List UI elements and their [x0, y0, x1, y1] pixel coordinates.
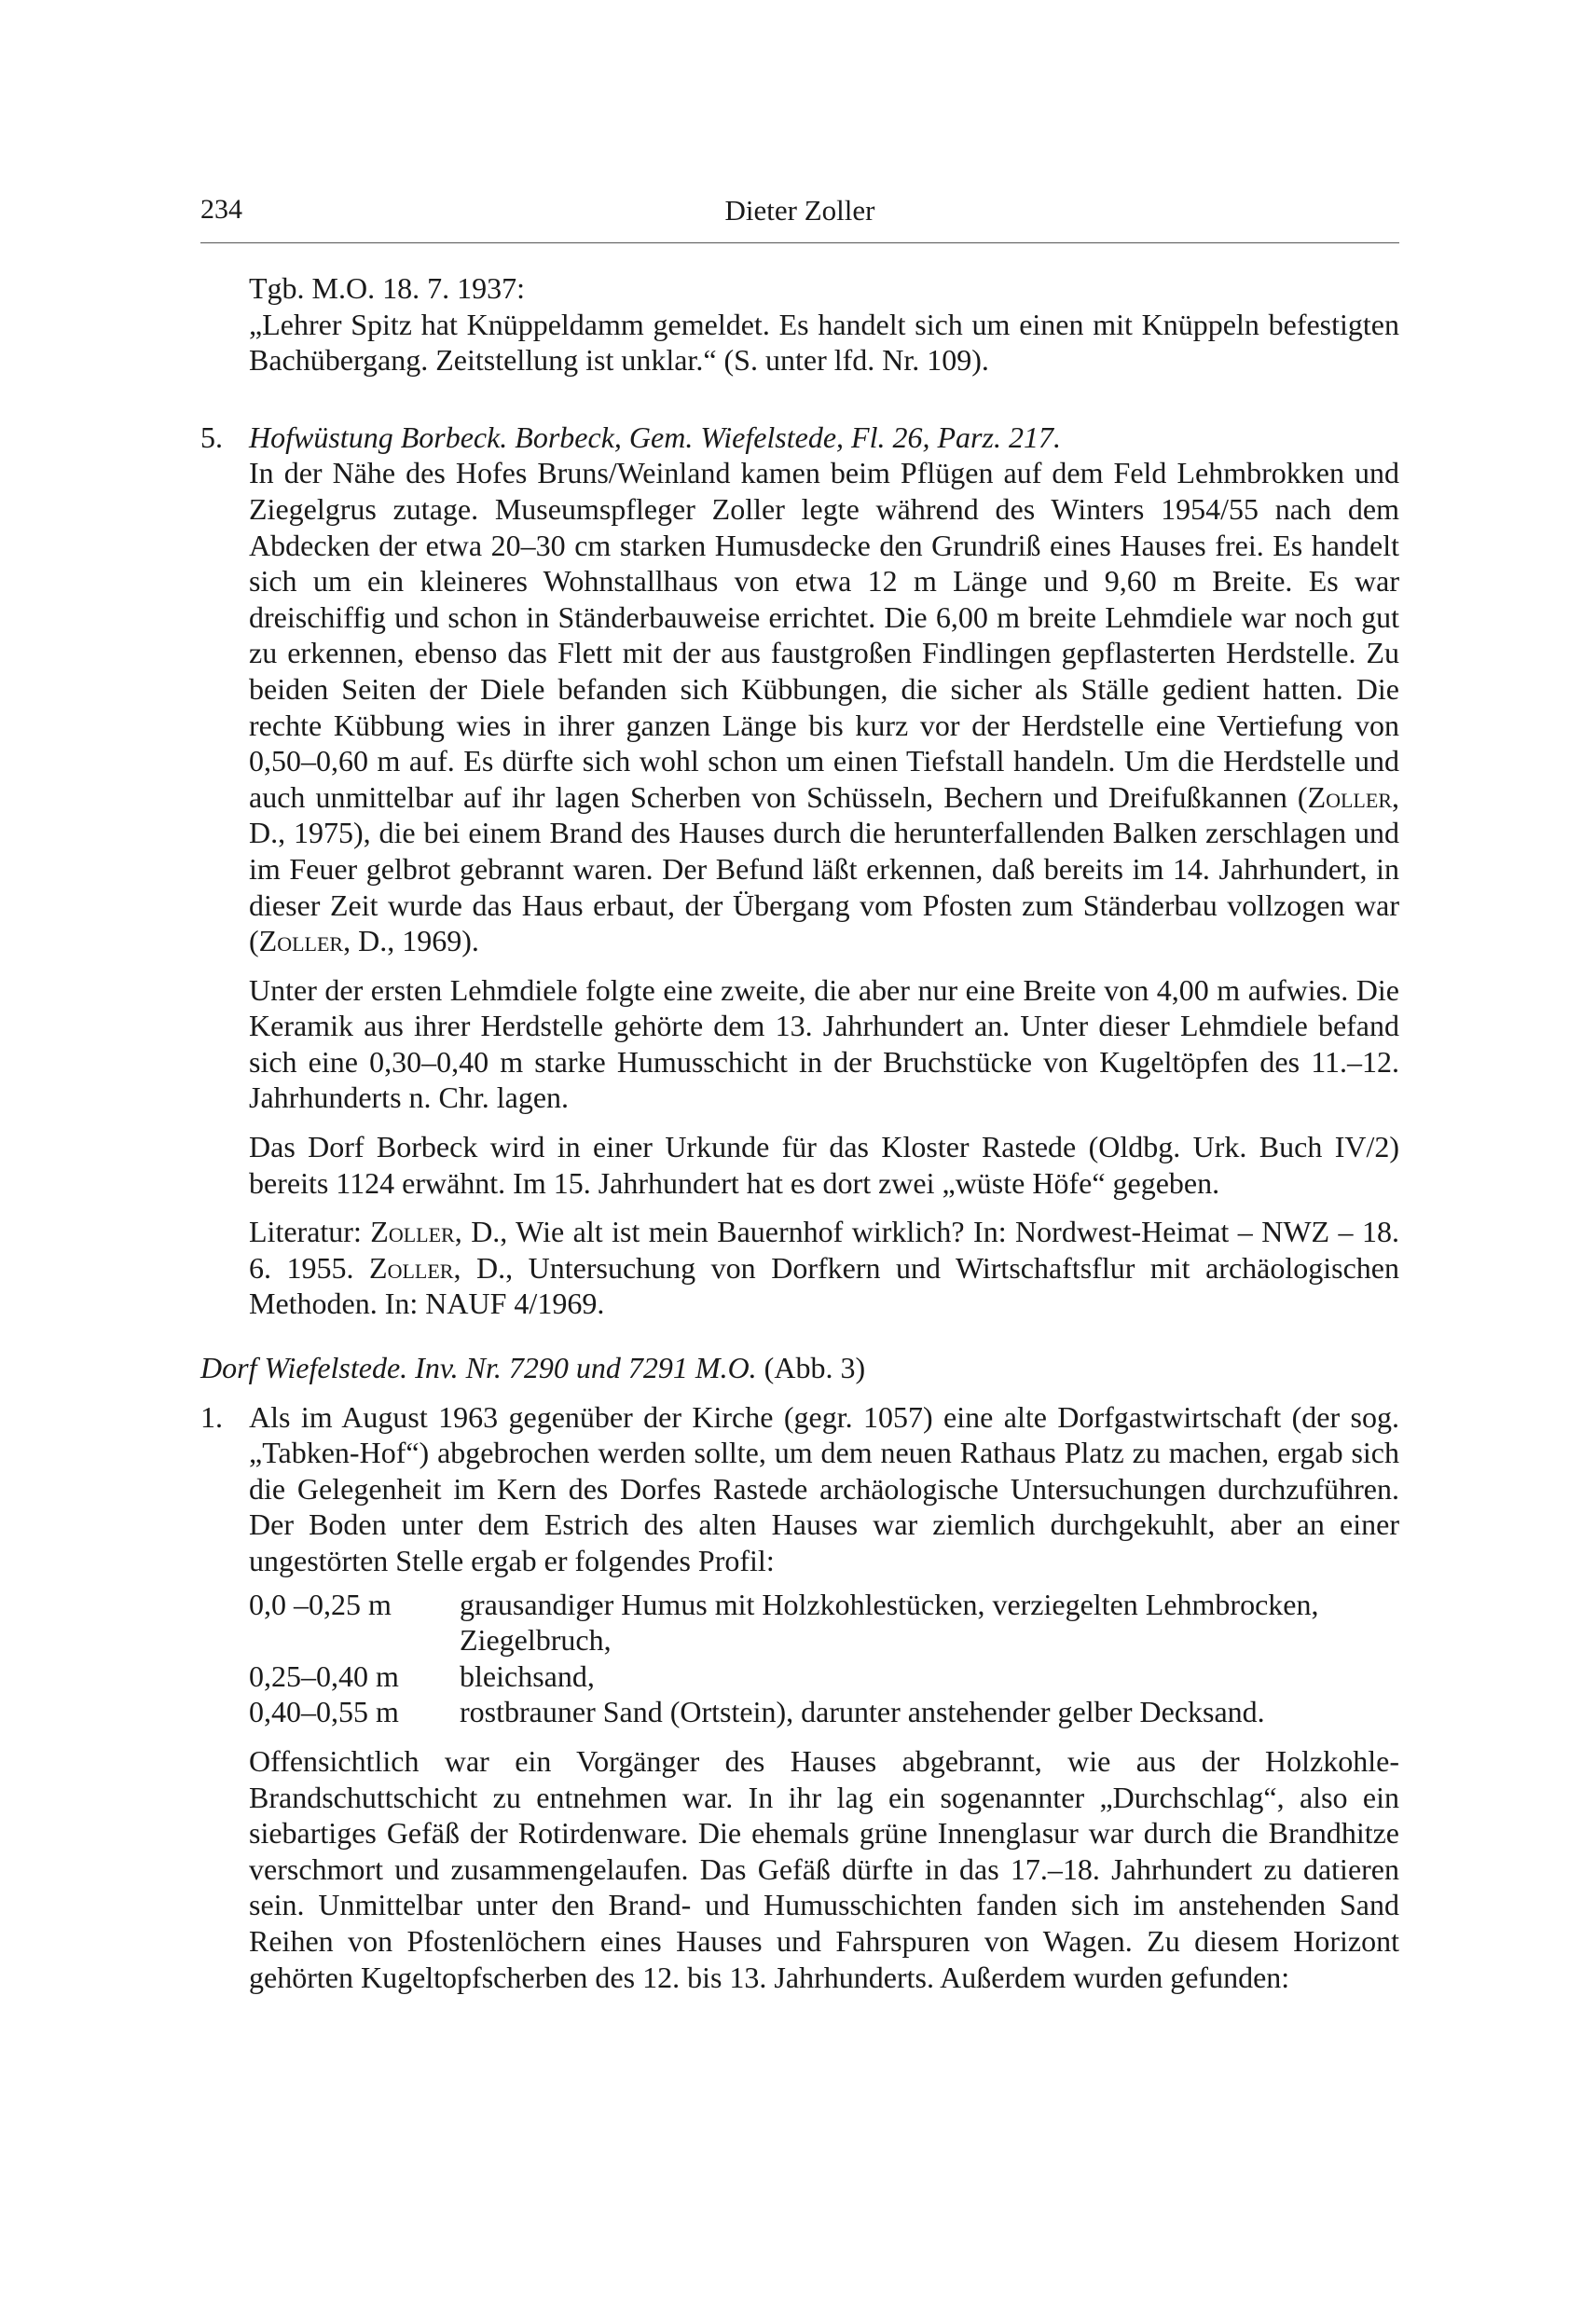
wiefelstede-title: Dorf Wiefelstede. Inv. Nr. 7290 und 7291 M.O.	[200, 1351, 757, 1385]
profile-row	[249, 1587, 1399, 1658]
wiefelstede-paragraph-1	[200, 1399, 1399, 1579]
wiefelstede-heading	[200, 1350, 1399, 1386]
text-run: , D., 1975), die bei einem Brand des Hauses durch die herunterfallenden Balken zerschlagen und im Feuer gelbrot gebrannt waren. Der Befund läßt erkennen, daß bereits im 14. Jahrhundert, in dieser Zeit wurde das Haus erbaut, der Übergang vom Pfosten zum Ständerbau vollzogen war (	[249, 779, 1399, 958]
item-5-heading	[200, 420, 1399, 456]
item-5-paragraph-1	[200, 455, 1399, 958]
literature	[200, 1214, 1399, 1322]
text-run: , D., Untersuchung von Dorfkern und Wirtschaftsflur mit archäologischen Methoden. In: NAUF 4/1969.	[249, 1250, 1399, 1321]
text-run: , D., Wie alt ist mein Bauernhof wirklich? In: Nordwest-Heimat – NWZ – 18. 6. 1955.	[249, 1215, 1400, 1285]
text-run: Als im August 1963 gegenüber der Kirche (gegr. 1057) eine alte Dorfgastwirtschaft (der sog. „Tabken-Hof“) abgebrochen werden sollte, um dem neuen Rathaus Platz zu machen, ergab sich die Gelegenheit im Kern des Dorfes Rastede archäologische Untersuchungen durchzuführen. Der Boden unter dem Estrich des alten Hauses war ziemlich durchgekuhlt, aber an einer ungestörten Stelle ergab er folgendes Profil:	[249, 1399, 1399, 1577]
author-name: Zoller	[258, 924, 344, 958]
figure-reference: (Abb. 3)	[756, 1351, 866, 1385]
text-run: , D., 1969).	[343, 924, 479, 958]
profile-description: grausandiger Humus mit Holzkohlestücken, verziegelten Lehmbrocken, Ziegelbruch,	[460, 1587, 1319, 1658]
item-5-title: Hofwüstung Borbeck. Borbeck, Gem. Wiefelstede, Fl. 26, Parz. 217.	[249, 420, 1061, 454]
running-head: Dieter Zoller	[724, 194, 875, 227]
body-text	[200, 270, 1399, 1995]
profile-depth: 0,25–0,40 m	[249, 1658, 399, 1693]
text-run: Literatur:	[249, 1215, 371, 1249]
wiefelstede-paragraph-2: Offensichtlich war ein Vorgänger des Hauses abgebrannt, wie aus der Holzkohle-Brandschuttschicht zu entnehmen war. In ihr lag ein sogenannter „Durchschlag“, also ein siebartiges Gefäß der Rotirdenware. Die ehemals grüne Innenglasur war durch die Brandhitze verschmort und zusammengelaufen. Das Gefäß dürfte in das 17.–18. Jahrhundert zu datieren sein. Unmittelbar unter den Brand- und Humusschichten fanden sich im anstehenden Sand Reihen von Pfostenlöchern eines Hauses und Fahrspuren von Wagen. Zu diesem Horizont gehörten Kugeltopfscherben des 12. bis 13. Jahrhunderts. Außerdem wurden gefunden:	[249, 1743, 1399, 1994]
profile-description: bleichsand,	[460, 1658, 595, 1693]
page-number: 234	[200, 194, 242, 225]
diary-quote: „Lehrer Spitz hat Knüppeldamm gemeldet. Es handelt sich um einen mit Knüppeln befestigten Bachübergang. Zeitstellung ist unklar.“ (S. unter lfd. Nr. 109).	[249, 307, 1399, 378]
header-rule	[200, 242, 1399, 243]
text-run: In der Nähe des Hofes Bruns/Weinland kamen beim Pflügen auf dem Feld Lehmbrokken und Ziegelgrus zutage. Museumspfleger Zoller legte während des Winters 1954/55 nach dem Abdecken der etwa 20–30 cm starken Humusdecke den Grundriß eines Hauses frei. Es handelt sich um ein kleineres Wohnstallhaus von etwa 12 m Länge und 9,60 m Breite. Es war dreischiffig und schon in Ständerbauweise errichtet. Die 6,00 m breite Lehmdiele war noch gut zu erkennen, ebenso das Flett mit der aus faustgroßen Findlingen gepflasterten Herdstelle. Zu beiden Seiten der Diele befanden sich Kübbungen, die sicher als Ställe gedient hatten. Die rechte Kübbung wies in ihrer ganzen Länge bis kurz vor der Herdstelle eine Vertiefung von 0,50–0,60 m auf. Es dürfte sich wohl schon um einen Tiefstall handeln. Um die Herdstelle und auch unmittelbar auf ihr lagen Scherben von Schüsseln, Bechern und Dreifußkannen (	[249, 456, 1399, 814]
author-name: Zoller	[369, 1250, 454, 1285]
profile-description: rostbrauner Sand (Ortstein), darunter anstehender gelber Decksand.	[460, 1695, 1265, 1729]
diary-reference: Tgb. M.O. 18. 7. 1937:	[249, 271, 525, 305]
profile-depth: 0,0 –0,25 m	[249, 1587, 392, 1621]
item-5-paragraph-3: Das Dorf Borbeck wird in einer Urkunde für das Kloster Rastede (Oldbg. Urk. Buch IV/2) bereits 1124 erwähnt. Im 15. Jahrhundert hat es dort zwei „wüste Höfe“ gegeben.	[249, 1130, 1399, 1200]
item-5-paragraph-2: Unter der ersten Lehmdiele folgte eine zweite, die aber nur eine Breite von 4,00 m aufwies. Die Keramik aus ihrer Herdstelle gehörte dem 13. Jahrhundert an. Unter dieser Lehmdiele befand sich eine 0,30–0,40 m starke Humusschicht in der Bruchstücke von Kugeltöpfen des 11.–12. Jahrhunderts n. Chr. lagen.	[249, 972, 1399, 1115]
profile-row	[249, 1694, 1399, 1730]
profile-row	[249, 1658, 1399, 1695]
page-header	[200, 194, 1399, 231]
soil-profile	[200, 1587, 1399, 1730]
author-name: Zoller	[1307, 779, 1392, 814]
item-1-number: 1.	[200, 1399, 223, 1434]
author-name: Zoller	[370, 1215, 455, 1249]
profile-depth: 0,40–0,55 m	[249, 1695, 399, 1729]
item-5-number: 5.	[200, 420, 223, 454]
